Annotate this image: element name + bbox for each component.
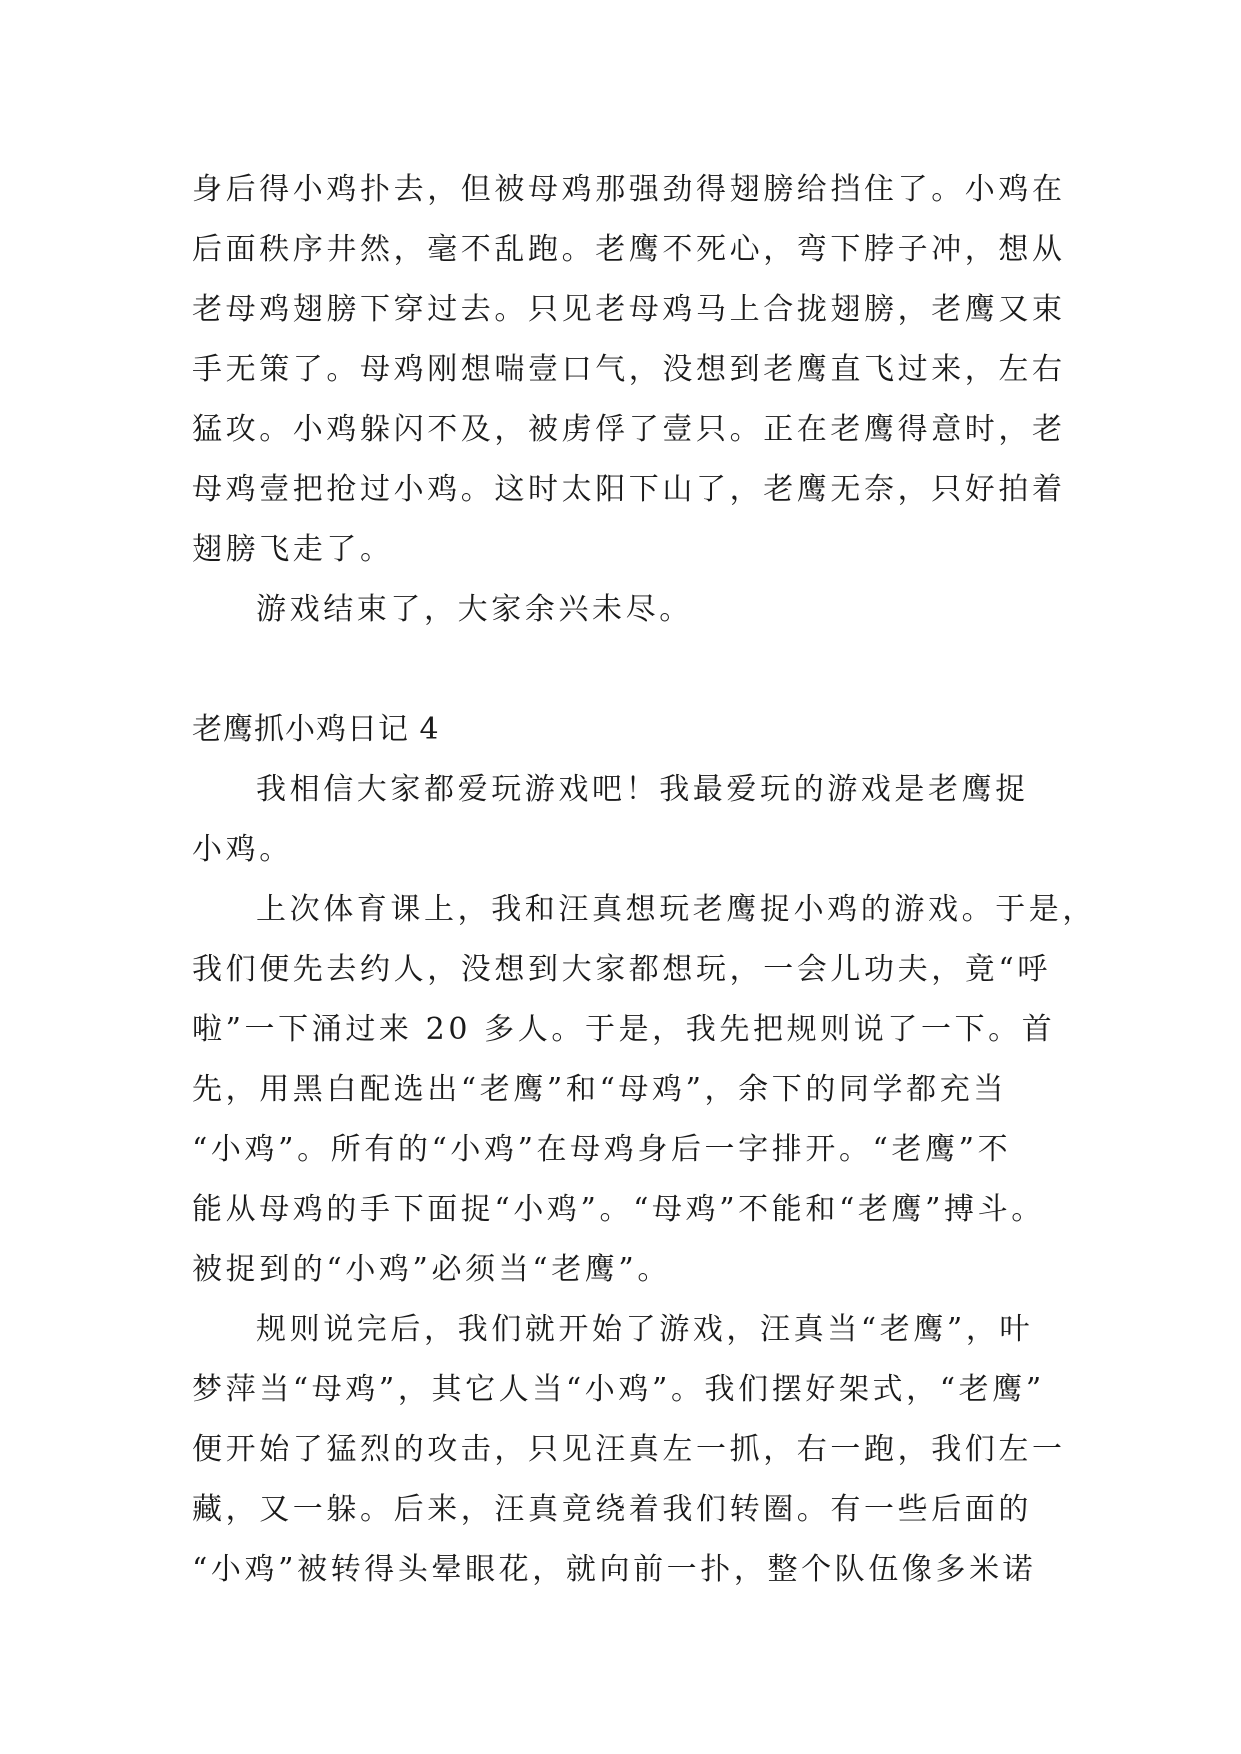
text-line: 能从母鸡的手下面捉“小鸡”。“母鸡”不能和“老鹰”搏斗。	[192, 1192, 1045, 1227]
text-line: 我们便先去约人，没想到大家都想玩，一会儿功夫，竟“呼	[192, 952, 1051, 987]
text-line: 上次体育课上，我和汪真想玩老鹰捉小鸡的游戏。于是，	[256, 892, 1096, 927]
text-line: 老母鸡翅膀下穿过去。只见老母鸡马上合拢翅膀，老鹰又束	[192, 292, 1066, 327]
document-body	[192, 160, 1096, 1600]
text-line: 身后得小鸡扑去，但被母鸡那强劲得翅膀给挡住了。小鸡在	[192, 172, 1066, 207]
continued-paragraph	[192, 160, 1066, 580]
text-line: 翅膀飞走了。	[192, 532, 394, 567]
text-line: 规则说完后，我们就开始了游戏，汪真当“老鹰”，叶	[256, 1312, 1034, 1347]
text-line: “小鸡”。所有的“小鸡”在母鸡身后一字排开。“老鹰”不	[192, 1132, 1012, 1167]
paragraph-1	[192, 760, 1052, 880]
text-line: 后面秩序井然，毫不乱跑。老鹰不死心，弯下脖子冲，想从	[192, 232, 1066, 267]
text-line: 猛攻。小鸡躲闪不及，被虏俘了壹只。正在老鹰得意时，老	[192, 412, 1066, 447]
section-gap	[192, 640, 1052, 700]
section-title: 老鹰抓小鸡日记 4	[192, 712, 440, 747]
text-line: 被捉到的“小鸡”必须当“老鹰”。	[192, 1252, 671, 1287]
paragraph-2	[192, 880, 1096, 1300]
text-line: 小鸡。	[192, 832, 293, 867]
text-line: 藏，又一躲。后来，汪真竟绕着我们转圈。有一些后面的	[192, 1492, 1032, 1527]
text-line: 手无策了。母鸡刚想喘壹口气，没想到老鹰直飞过来，左右	[192, 352, 1066, 387]
text-line: 便开始了猛烈的攻击，只见汪真左一抓，右一跑，我们左一	[192, 1432, 1066, 1467]
text-line: 啦”一下涌过来 20 多人。于是，我先把规则说了一下。首	[192, 1012, 1056, 1047]
text-line: 我相信大家都爱玩游戏吧！我最爱玩的游戏是老鹰捉	[256, 772, 1029, 807]
closing-paragraph: 游戏结束了，大家余兴未尽。	[256, 592, 693, 627]
text-line: 母鸡壹把抢过小鸡。这时太阳下山了，老鹰无奈，只好拍着	[192, 472, 1066, 507]
paragraph-3	[192, 1300, 1066, 1600]
text-line: 梦萍当“母鸡”，其它人当“小鸡”。我们摆好架式，“老鹰”	[192, 1372, 1045, 1407]
text-line: 先，用黑白配选出“老鹰”和“母鸡”，余下的同学都充当	[192, 1072, 1007, 1107]
text-line: “小鸡”被转得头晕眼花，就向前一扑，整个队伍像多米诺	[192, 1552, 1037, 1587]
